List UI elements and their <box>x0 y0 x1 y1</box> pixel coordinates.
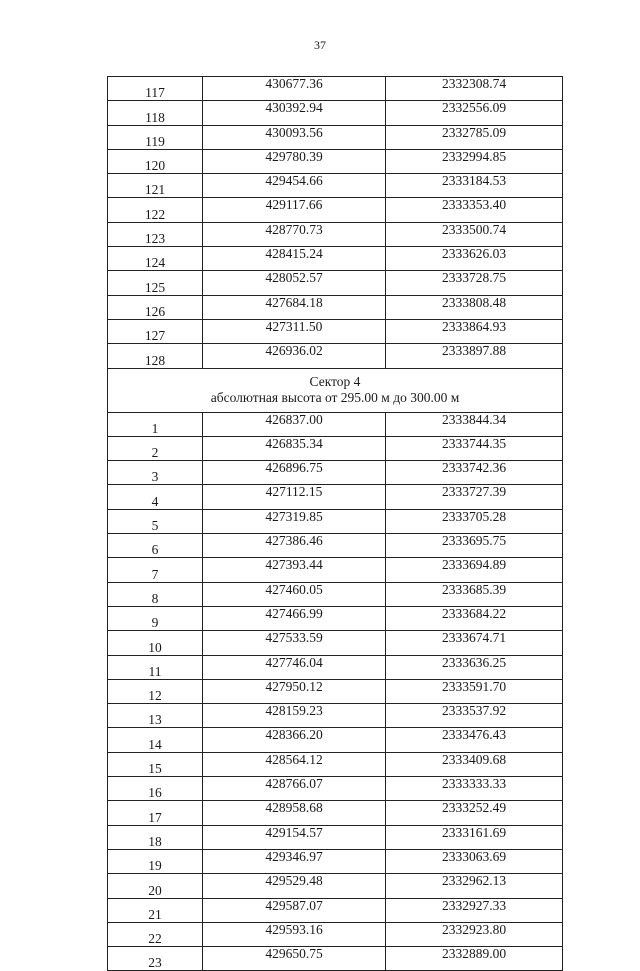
table-row <box>108 485 563 509</box>
table-row <box>108 101 563 125</box>
table-row <box>108 436 563 460</box>
x-coordinate-cell: 429346.97 <box>203 849 386 873</box>
point-number-cell: 121 <box>108 174 203 198</box>
y-coordinate-cell: 2333727.39 <box>386 485 563 509</box>
point-number-cell: 125 <box>108 271 203 295</box>
y-coordinate-cell: 2333897.88 <box>386 344 563 368</box>
x-coordinate-cell: 427386.46 <box>203 534 386 558</box>
table-row <box>108 319 563 343</box>
table-row <box>108 558 563 582</box>
table-row <box>108 947 563 971</box>
x-coordinate-cell: 430093.56 <box>203 125 386 149</box>
point-number-cell: 117 <box>108 77 203 101</box>
point-number-cell: 2 <box>108 436 203 460</box>
table-row <box>108 849 563 873</box>
x-coordinate-cell: 429650.75 <box>203 947 386 971</box>
x-coordinate-cell: 429780.39 <box>203 149 386 173</box>
y-coordinate-cell: 2333333.33 <box>386 777 563 801</box>
table-row <box>108 271 563 295</box>
y-coordinate-cell: 2333353.40 <box>386 198 563 222</box>
point-number-cell: 4 <box>108 485 203 509</box>
table-row <box>108 412 563 436</box>
table-row <box>108 534 563 558</box>
sector-title: Сектор 4 <box>309 374 361 390</box>
table-row <box>108 801 563 825</box>
point-number-cell: 16 <box>108 777 203 801</box>
x-coordinate-cell: 428770.73 <box>203 222 386 246</box>
x-coordinate-cell: 429593.16 <box>203 922 386 946</box>
point-number-cell: 119 <box>108 125 203 149</box>
table-row <box>108 728 563 752</box>
coordinates-table <box>107 76 563 971</box>
point-number-cell: 8 <box>108 582 203 606</box>
point-number-cell: 11 <box>108 655 203 679</box>
point-number-cell: 12 <box>108 679 203 703</box>
point-number-cell: 120 <box>108 149 203 173</box>
point-number-cell: 126 <box>108 295 203 319</box>
sector-header-cell <box>108 368 563 412</box>
point-number-cell: 128 <box>108 344 203 368</box>
x-coordinate-cell: 426835.34 <box>203 436 386 460</box>
x-coordinate-cell: 428766.07 <box>203 777 386 801</box>
point-number-cell: 23 <box>108 947 203 971</box>
table-row <box>108 295 563 319</box>
x-coordinate-cell: 427112.15 <box>203 485 386 509</box>
table-row <box>108 344 563 368</box>
point-number-cell: 9 <box>108 606 203 630</box>
point-number-cell: 6 <box>108 534 203 558</box>
table-row <box>108 679 563 703</box>
x-coordinate-cell: 426837.00 <box>203 412 386 436</box>
sector-header-section <box>108 368 563 412</box>
point-number-cell: 14 <box>108 728 203 752</box>
point-number-cell: 3 <box>108 461 203 485</box>
x-coordinate-cell: 428159.23 <box>203 704 386 728</box>
sector-header-row <box>108 368 563 412</box>
point-number-cell: 127 <box>108 319 203 343</box>
y-coordinate-cell: 2332785.09 <box>386 125 563 149</box>
point-number-cell: 123 <box>108 222 203 246</box>
table-body-bottom <box>108 412 563 971</box>
point-number-cell: 17 <box>108 801 203 825</box>
table-row <box>108 631 563 655</box>
page-number: 37 <box>314 38 326 52</box>
point-number-cell: 118 <box>108 101 203 125</box>
table-row <box>108 825 563 849</box>
table-row <box>108 898 563 922</box>
point-number-cell: 19 <box>108 849 203 873</box>
x-coordinate-cell: 427460.05 <box>203 582 386 606</box>
sector-subtitle: абсолютная высота от 295.00 м до 300.00 м <box>210 390 460 406</box>
table-row <box>108 125 563 149</box>
y-coordinate-cell: 2333705.28 <box>386 509 563 533</box>
y-coordinate-cell: 2332927.33 <box>386 898 563 922</box>
x-coordinate-cell: 429117.66 <box>203 198 386 222</box>
y-coordinate-cell: 2333636.25 <box>386 655 563 679</box>
y-coordinate-cell: 2333184.53 <box>386 174 563 198</box>
x-coordinate-cell: 427950.12 <box>203 679 386 703</box>
x-coordinate-cell: 430392.94 <box>203 101 386 125</box>
x-coordinate-cell: 429454.66 <box>203 174 386 198</box>
y-coordinate-cell: 2333674.71 <box>386 631 563 655</box>
table-row <box>108 704 563 728</box>
y-coordinate-cell: 2333409.68 <box>386 752 563 776</box>
point-number-cell: 10 <box>108 631 203 655</box>
table-row <box>108 509 563 533</box>
y-coordinate-cell: 2333864.93 <box>386 319 563 343</box>
y-coordinate-cell: 2333694.89 <box>386 558 563 582</box>
x-coordinate-cell: 428564.12 <box>203 752 386 776</box>
table-row <box>108 582 563 606</box>
x-coordinate-cell: 428415.24 <box>203 247 386 271</box>
y-coordinate-cell: 2333626.03 <box>386 247 563 271</box>
y-coordinate-cell: 2333808.48 <box>386 295 563 319</box>
x-coordinate-cell: 430677.36 <box>203 77 386 101</box>
x-coordinate-cell: 429154.57 <box>203 825 386 849</box>
x-coordinate-cell: 429587.07 <box>203 898 386 922</box>
table-row <box>108 247 563 271</box>
y-coordinate-cell: 2333537.92 <box>386 704 563 728</box>
y-coordinate-cell: 2333695.75 <box>386 534 563 558</box>
y-coordinate-cell: 2333744.35 <box>386 436 563 460</box>
y-coordinate-cell: 2332962.13 <box>386 874 563 898</box>
x-coordinate-cell: 427746.04 <box>203 655 386 679</box>
table-row <box>108 461 563 485</box>
x-coordinate-cell: 427319.85 <box>203 509 386 533</box>
point-number-cell: 1 <box>108 412 203 436</box>
y-coordinate-cell: 2332308.74 <box>386 77 563 101</box>
x-coordinate-cell: 428366.20 <box>203 728 386 752</box>
table-row <box>108 77 563 101</box>
x-coordinate-cell: 426936.02 <box>203 344 386 368</box>
x-coordinate-cell: 427533.59 <box>203 631 386 655</box>
y-coordinate-cell: 2333591.70 <box>386 679 563 703</box>
y-coordinate-cell: 2332994.85 <box>386 149 563 173</box>
x-coordinate-cell: 427466.99 <box>203 606 386 630</box>
table-row <box>108 174 563 198</box>
y-coordinate-cell: 2333742.36 <box>386 461 563 485</box>
y-coordinate-cell: 2332889.00 <box>386 947 563 971</box>
y-coordinate-cell: 2333252.49 <box>386 801 563 825</box>
table-row <box>108 777 563 801</box>
x-coordinate-cell: 428052.57 <box>203 271 386 295</box>
point-number-cell: 22 <box>108 922 203 946</box>
y-coordinate-cell: 2333063.69 <box>386 849 563 873</box>
x-coordinate-cell: 428958.68 <box>203 801 386 825</box>
y-coordinate-cell: 2333685.39 <box>386 582 563 606</box>
point-number-cell: 122 <box>108 198 203 222</box>
y-coordinate-cell: 2333844.34 <box>386 412 563 436</box>
table-row <box>108 149 563 173</box>
table-row <box>108 874 563 898</box>
table-row <box>108 752 563 776</box>
point-number-cell: 13 <box>108 704 203 728</box>
y-coordinate-cell: 2333500.74 <box>386 222 563 246</box>
point-number-cell: 21 <box>108 898 203 922</box>
point-number-cell: 15 <box>108 752 203 776</box>
x-coordinate-cell: 427393.44 <box>203 558 386 582</box>
y-coordinate-cell: 2333728.75 <box>386 271 563 295</box>
x-coordinate-cell: 427311.50 <box>203 319 386 343</box>
table-row <box>108 606 563 630</box>
point-number-cell: 124 <box>108 247 203 271</box>
point-number-cell: 20 <box>108 874 203 898</box>
x-coordinate-cell: 429529.48 <box>203 874 386 898</box>
table-row <box>108 222 563 246</box>
point-number-cell: 18 <box>108 825 203 849</box>
table-body-top <box>108 77 563 369</box>
point-number-cell: 5 <box>108 509 203 533</box>
y-coordinate-cell: 2333684.22 <box>386 606 563 630</box>
table-row <box>108 655 563 679</box>
y-coordinate-cell: 2333161.69 <box>386 825 563 849</box>
x-coordinate-cell: 427684.18 <box>203 295 386 319</box>
x-coordinate-cell: 426896.75 <box>203 461 386 485</box>
table-row <box>108 922 563 946</box>
y-coordinate-cell: 2332923.80 <box>386 922 563 946</box>
table-row <box>108 198 563 222</box>
y-coordinate-cell: 2333476.43 <box>386 728 563 752</box>
point-number-cell: 7 <box>108 558 203 582</box>
y-coordinate-cell: 2332556.09 <box>386 101 563 125</box>
